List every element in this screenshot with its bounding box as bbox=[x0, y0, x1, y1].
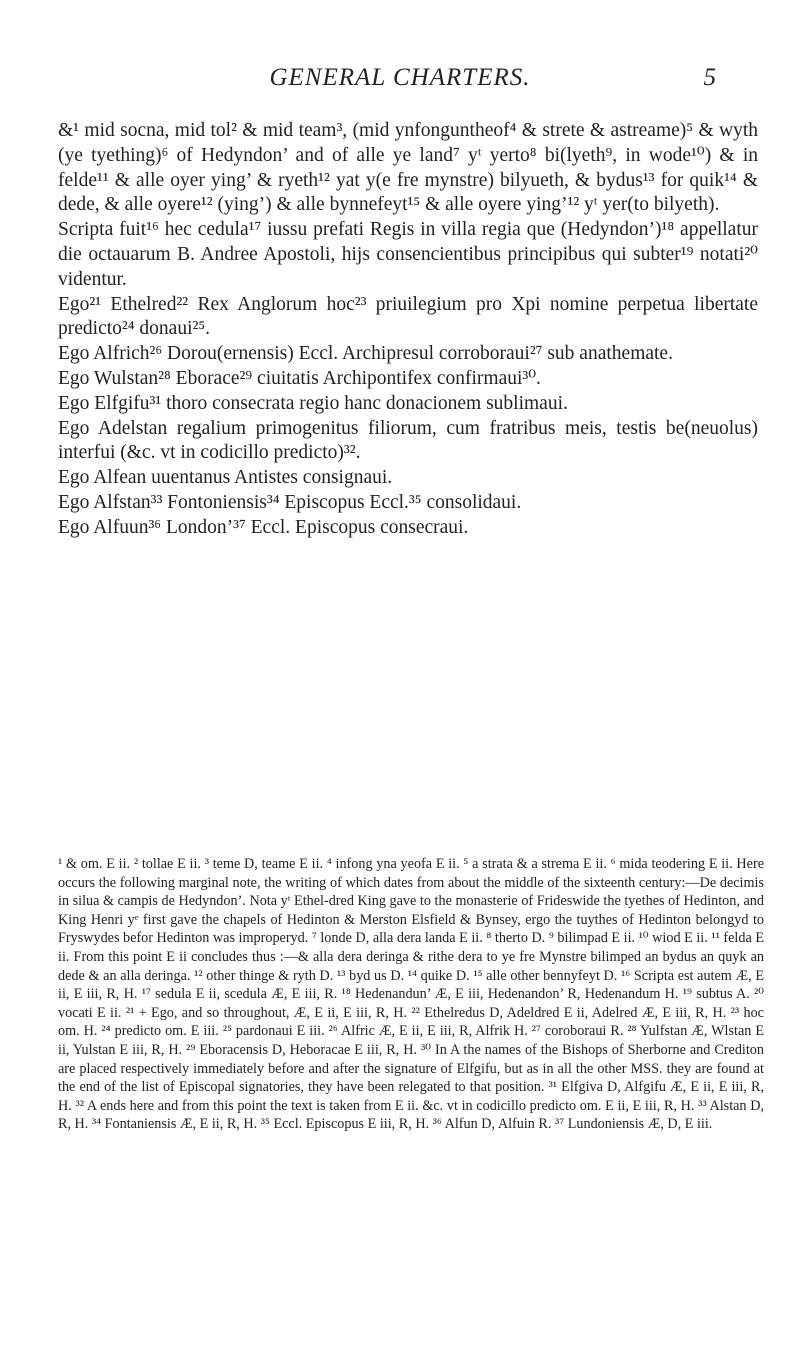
running-title: GENERAL CHARTERS. bbox=[269, 64, 531, 91]
paragraph: Ego Alfean uuentanus Antistes consignaui. bbox=[58, 467, 393, 489]
paragraph: Ego²¹ Ethelred²² Rex Anglorum hoc²³ priuilegium pro Xpi nomine perpetua libertate predicto²⁴ donaui²⁵. bbox=[58, 293, 758, 340]
page-number: 5 bbox=[703, 64, 716, 91]
paragraph: Ego Wulstan²⁸ Eborace²⁹ ciuitatis Archipontifex confirmaui³⁰. bbox=[58, 367, 541, 389]
paragraph: &¹ mid socna, mid tol² & mid team³, (mid ynfonguntheof⁴ & strete & astreame)⁵ & wyth (ye tyething)⁶ of Hedyndon’ and of alle ye land⁷ yᵗ yerto⁸ bi(lyeth⁹, in wode¹⁰) & in felde¹¹ & alle oyer ying’ & ryeth¹² yat y(e fre mynstre) bilyueth, & bydus¹³ for quik¹⁴ & dede, & alle oyere¹² (ying’) & alle bynnefeyt¹⁵ & alle oyere ying’¹² yᵗ yer(to bilyeth). bbox=[58, 120, 758, 216]
paragraph: Ego Alfrich²⁶ Dorou(ernensis) Eccl. Archipresul corroboraui²⁷ sub anathemate. bbox=[58, 343, 673, 365]
charter-text bbox=[58, 119, 758, 541]
paragraph: Scripta fuit¹⁶ hec cedula¹⁷ iussu prefati Regis in villa regia que (Hedyndon’)¹⁸ appellatur die octauarum B. Andree Apostoli, hijs consencientibus principibus qui subter¹⁹ notati²⁰ videntur. bbox=[58, 219, 758, 290]
paragraph: Ego Adelstan regalium primogenitus filiorum, cum fratribus meis, testis be(neuolus) interfui (&c. vt in codicillo predicto)³². bbox=[58, 417, 758, 464]
paragraph: Ego Elfgifu³¹ thoro consecrata regio hanc donacionem sublimaui. bbox=[58, 392, 568, 414]
footnotes bbox=[58, 855, 764, 1134]
page-header bbox=[0, 64, 800, 104]
paragraph: Ego Alfuun³⁶ London’³⁷ Eccl. Episcopus consecraui. bbox=[58, 516, 469, 538]
footnotes-text: ¹ & om. E ii. ² tollae E ii. ³ teme D, teame E ii. ⁴ infong yna yeofa E ii. ⁵ a strata & a strema E ii. ⁶ mida teodering E ii. Here occurs the following marginal note, the writing of which dates from about the middle of the sixteenth century:—De decimis in silua & campis de Hedyndon’. Nota yᵗ Ethel-dred King gave to the monasterie of Frideswide the tyethes of Hedinton, and King Henri yᵉ first gave the chapels of Hedinton & Merston Elsfield & Bynsey, ergo the tuythes of Hedinton belongyd to Fryswydes befor Hedinton was improperyd. ⁷ londe D, alla dera landa E ii. ⁸ therto D. ⁹ bilimpad E ii. ¹⁰ wiod E ii. ¹¹ felda E ii. From this point E ii concludes thus :—& alla dera deringa & rithe dera to ye fre Mynstre bilimped an bydus an quyk an dede & an alla deringa. ¹² other thinge & ryth D. ¹³ byd us D. ¹⁴ quike D. ¹⁵ alle other bennyfeyt D. ¹⁶ Scripta est autem Æ, E ii, E iii, R, H. ¹⁷ sedula E ii, scedula Æ, E iii, R. ¹⁸ Hedenandun’ Æ, E iii, Hedenandon’ R, Hedenandum H. ¹⁹ subtus A. ²⁰ vocati E ii. ²¹ + Ego, and so throughout, Æ, E ii, E iii, R, H. ²² Ethelredus D, Adeldred E ii, Adelred Æ, E iii, R, H. ²³ hoc om. H. ²⁴ predicto om. E iii. ²⁵ pardonaui E iii. ²⁶ Alfric Æ, E ii, E iii, R, Alfrik H. ²⁷ coroboraui R. ²⁸ Yulfstan Æ, Wlstan E ii, Yulstan E iii, R, H. ²⁹ Eboracensis D, Heboracae E iii, R, H. ³⁰ In A the names of the Bishops of Sherborne and Crediton are placed respectively immediately before and after the signature of Elfgifu, but as in all the other MSS. they are found at the end of the list of Episcopal signatories, they have been relegated to that position. ³¹ Elfgiva D, Alfgifu Æ, E ii, E iii, R, H. ³² A ends here and from this point the text is taken from E ii. &c. vt in codicillo predicto om. E ii, E iii, R, H. ³³ Alstan D, R, H. ³⁴ Fontaniensis Æ, E ii, R, H. ³⁵ Eccl. Episcopus E iii, R, H. ³⁶ Alfun D, Alfuin R. ³⁷ Lundoniensis Æ, D, E iii. bbox=[58, 856, 764, 1133]
paragraph: Ego Alfstan³³ Fontoniensis³⁴ Episcopus Eccl.³⁵ consolidaui. bbox=[58, 491, 522, 513]
